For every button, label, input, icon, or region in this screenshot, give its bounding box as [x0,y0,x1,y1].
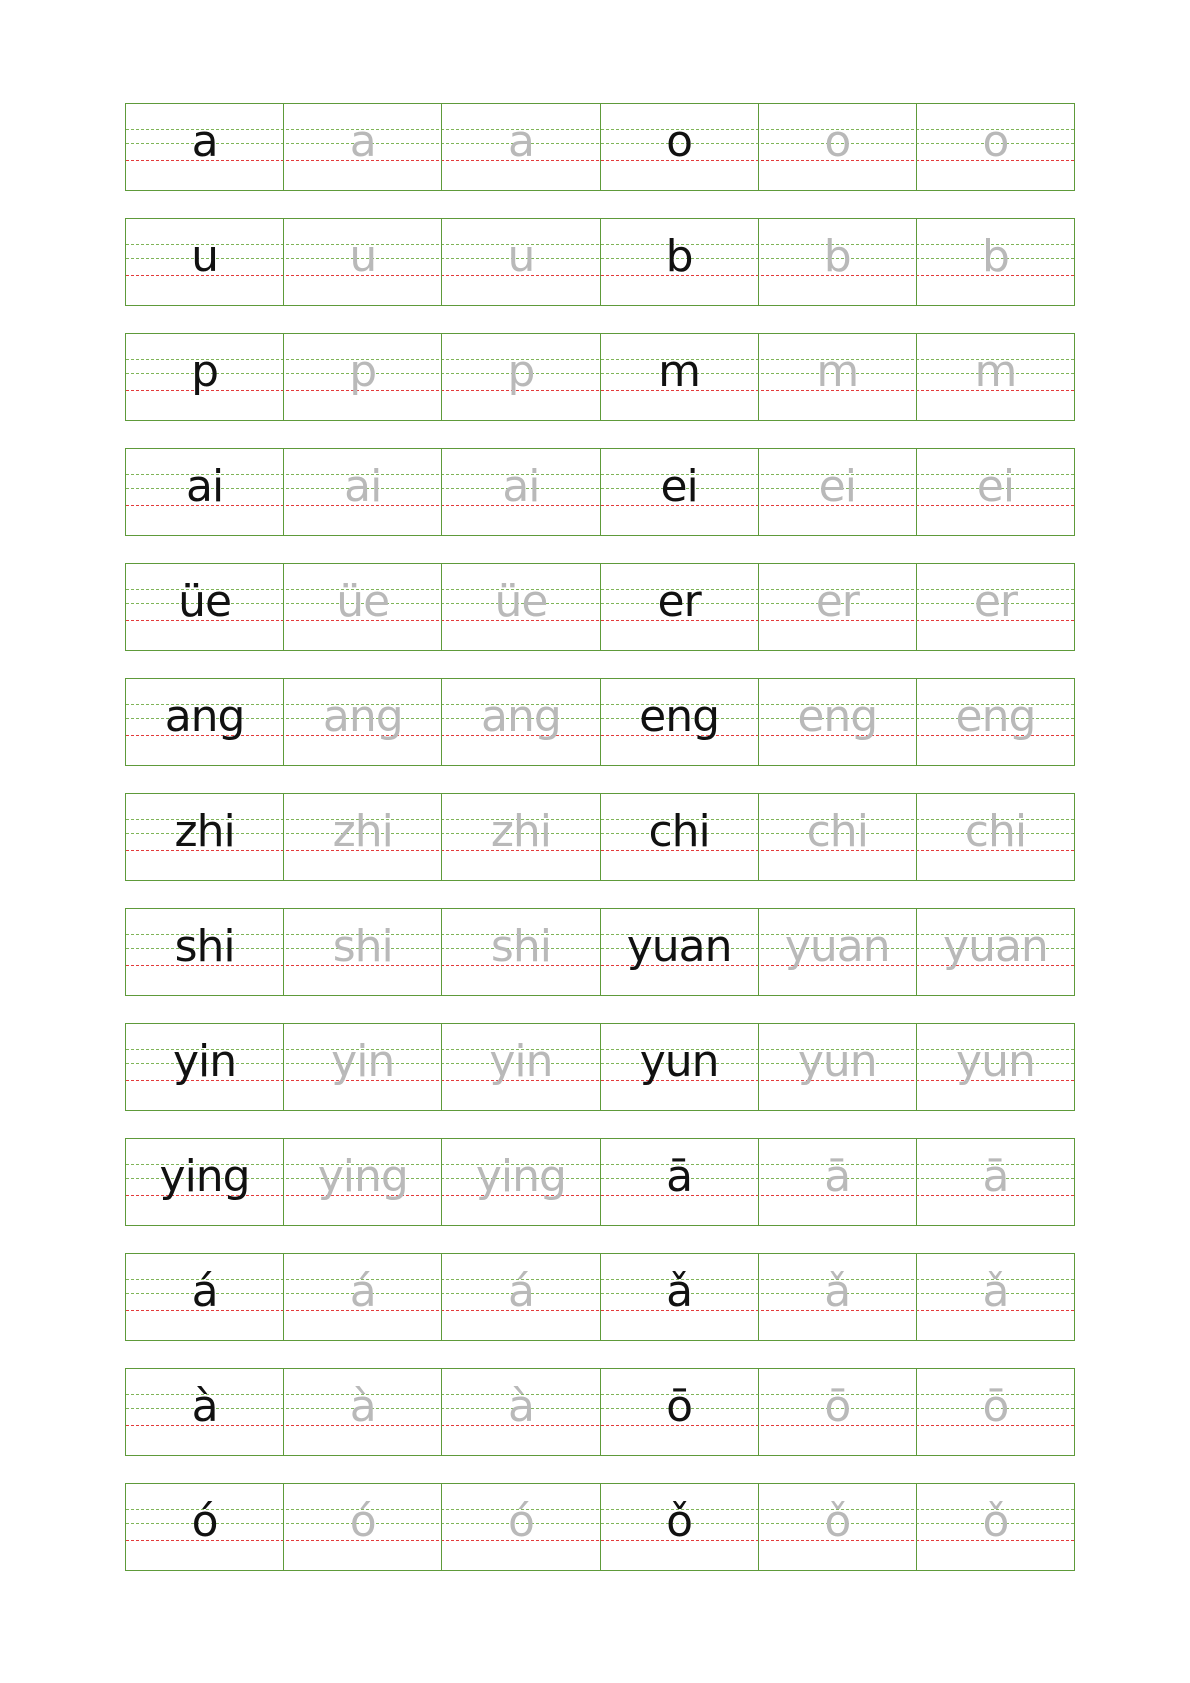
trace-cell [917,449,1074,535]
practice-row [125,908,1075,996]
trace-syllable: ai [502,461,540,512]
trace-cell [284,564,442,650]
trace-cell [917,1024,1074,1110]
trace-cell [759,219,917,305]
model-cell [126,1369,284,1455]
trace-cell [917,1369,1074,1455]
practice-row [125,1138,1075,1226]
trace-syllable: ā [824,1151,851,1202]
trace-syllable: ǒ [824,1496,851,1547]
model-cell [126,219,284,305]
trace-cell [284,1484,442,1570]
trace-syllable: à [349,1381,376,1432]
trace-cell [284,1254,442,1340]
trace-cell [759,679,917,765]
trace-cell [442,219,600,305]
model-syllable: p [191,346,219,397]
trace-syllable: a [349,116,376,167]
model-syllable: ā [666,1151,693,1202]
trace-syllable: eng [797,691,878,742]
model-cell [601,564,759,650]
trace-syllable: er [815,576,859,627]
trace-cell [917,219,1074,305]
trace-cell [442,1254,600,1340]
trace-cell [917,1139,1074,1225]
practice-row [125,448,1075,536]
trace-cell [284,219,442,305]
trace-cell [284,1024,442,1110]
model-cell [126,449,284,535]
trace-syllable: yuan [784,921,890,972]
trace-cell [917,104,1074,190]
model-cell [601,794,759,880]
model-syllable: ang [164,691,245,742]
trace-syllable: b [981,231,1009,282]
trace-cell [284,449,442,535]
model-cell [601,219,759,305]
trace-syllable: ying [475,1151,566,1202]
trace-cell [442,449,600,535]
trace-syllable: ying [317,1151,408,1202]
model-cell [601,334,759,420]
practice-row [125,333,1075,421]
practice-row [125,1483,1075,1571]
trace-cell [917,564,1074,650]
model-syllable: á [191,1266,218,1317]
trace-syllable: ō [982,1381,1009,1432]
trace-syllable: ang [322,691,403,742]
trace-cell [917,794,1074,880]
trace-cell [917,1484,1074,1570]
trace-cell [917,909,1074,995]
trace-cell [759,564,917,650]
trace-syllable: u [349,231,377,282]
trace-syllable: yun [797,1036,877,1087]
trace-cell [759,334,917,420]
trace-syllable: á [507,1266,534,1317]
practice-row [125,1253,1075,1341]
trace-syllable: yuan [943,921,1048,972]
trace-cell [917,334,1074,420]
trace-cell [917,1254,1074,1340]
model-syllable: o [666,116,693,167]
model-cell [126,1024,284,1110]
model-cell [601,1484,759,1570]
practice-row [125,1368,1075,1456]
model-syllable: er [657,576,701,627]
model-cell [601,1139,759,1225]
pinyin-practice-sheet [125,103,1075,1598]
trace-syllable: o [982,116,1009,167]
model-cell [126,334,284,420]
model-cell [601,1024,759,1110]
practice-row [125,1023,1075,1111]
model-syllable: a [191,116,218,167]
model-syllable: yin [173,1036,237,1087]
trace-syllable: ó [507,1496,534,1547]
trace-syllable: ō [824,1381,851,1432]
model-syllable: yun [639,1036,719,1087]
model-cell [126,104,284,190]
trace-cell [759,1024,917,1110]
trace-cell [759,1369,917,1455]
trace-cell [759,104,917,190]
trace-syllable: üe [494,576,548,627]
trace-syllable: ei [818,461,856,512]
trace-cell [759,449,917,535]
model-cell [126,794,284,880]
trace-syllable: ǎ [824,1266,851,1317]
trace-cell [442,1139,600,1225]
trace-syllable: ai [344,461,382,512]
trace-syllable: á [349,1266,376,1317]
trace-cell [759,1484,917,1570]
practice-row [125,563,1075,651]
trace-syllable: yin [331,1036,395,1087]
trace-syllable: ei [976,461,1015,512]
trace-syllable: shi [332,921,393,972]
trace-syllable: yun [956,1036,1035,1087]
model-syllable: ǎ [666,1266,693,1317]
trace-syllable: er [973,576,1018,627]
trace-syllable: yin [489,1036,553,1087]
practice-row [125,678,1075,766]
trace-cell [284,1139,442,1225]
model-cell [601,449,759,535]
trace-syllable: a [507,116,534,167]
trace-syllable: chi [964,806,1027,857]
trace-syllable: à [507,1381,534,1432]
model-syllable: b [665,231,693,282]
practice-row [125,218,1075,306]
trace-syllable: o [824,116,851,167]
trace-syllable: m [974,346,1017,397]
trace-syllable: p [349,346,377,397]
model-syllable: m [658,346,701,397]
trace-cell [442,334,600,420]
model-cell [601,1254,759,1340]
trace-cell [284,679,442,765]
trace-syllable: ǎ [982,1266,1009,1317]
model-cell [126,1484,284,1570]
trace-cell [284,794,442,880]
trace-cell [284,909,442,995]
trace-syllable: eng [955,691,1036,742]
trace-cell [442,679,600,765]
trace-syllable: zhi [332,806,393,857]
trace-cell [442,909,600,995]
trace-syllable: zhi [490,806,552,857]
model-syllable: yuan [626,921,732,972]
trace-syllable: ǒ [982,1496,1009,1547]
model-cell [126,564,284,650]
trace-cell [442,104,600,190]
trace-cell [442,794,600,880]
model-syllable: chi [648,806,710,857]
trace-cell [284,334,442,420]
trace-syllable: chi [806,806,868,857]
model-syllable: ei [660,461,698,512]
trace-cell [442,1024,600,1110]
trace-syllable: m [816,346,859,397]
trace-cell [442,1369,600,1455]
practice-row [125,103,1075,191]
model-syllable: ó [191,1496,218,1547]
trace-cell [917,679,1074,765]
model-syllable: üe [178,576,232,627]
model-syllable: eng [639,691,720,742]
trace-cell [284,1369,442,1455]
model-syllable: ǒ [666,1496,693,1547]
trace-cell [442,564,600,650]
model-cell [601,1369,759,1455]
model-cell [601,679,759,765]
trace-syllable: u [507,231,535,282]
model-cell [126,1139,284,1225]
model-syllable: ō [666,1381,693,1432]
model-cell [126,1254,284,1340]
trace-cell [284,104,442,190]
trace-syllable: ang [481,691,561,742]
model-cell [126,679,284,765]
model-cell [601,104,759,190]
model-syllable: ying [159,1151,250,1202]
trace-syllable: üe [336,576,390,627]
trace-cell [759,1254,917,1340]
trace-cell [759,794,917,880]
trace-syllable: shi [490,921,551,972]
model-syllable: shi [174,921,235,972]
model-syllable: ai [185,461,224,512]
model-syllable: à [191,1381,218,1432]
model-syllable: u [191,231,219,282]
trace-syllable: ā [982,1151,1009,1202]
practice-row [125,793,1075,881]
trace-syllable: ó [349,1496,376,1547]
trace-cell [442,1484,600,1570]
model-cell [601,909,759,995]
trace-cell [759,909,917,995]
trace-syllable: b [823,231,851,282]
trace-cell [759,1139,917,1225]
trace-syllable: p [507,346,535,397]
model-syllable: zhi [174,806,235,857]
model-cell [126,909,284,995]
